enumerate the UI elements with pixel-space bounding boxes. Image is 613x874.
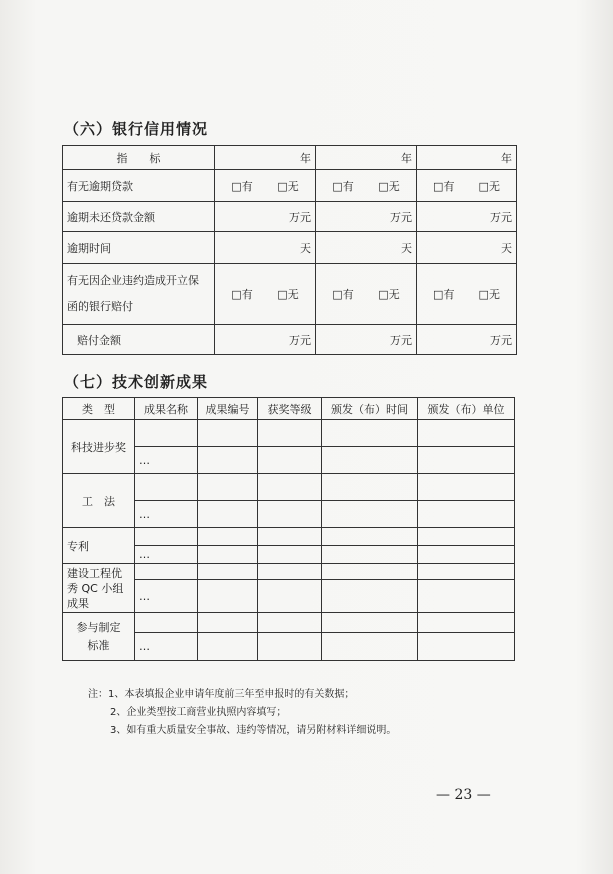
table-cell[interactable] (198, 528, 258, 546)
table-cell[interactable] (258, 447, 322, 474)
table-cell[interactable] (198, 613, 258, 633)
table-cell[interactable] (258, 501, 322, 528)
year-header-1: 年 (215, 146, 316, 170)
category-science-award: 科技进步奖 (63, 420, 135, 474)
table-cell[interactable] (418, 528, 515, 546)
table-cell[interactable] (198, 546, 258, 564)
table-cell[interactable] (418, 447, 515, 474)
table-cell[interactable] (322, 474, 418, 501)
table-cell[interactable] (418, 564, 515, 580)
ellipsis: … (135, 447, 198, 474)
col-issue-time: 颁发（布）时间 (322, 398, 418, 420)
unit-wanyuan: 万元 (417, 325, 517, 355)
yes-checkbox[interactable]: □有 (332, 179, 354, 193)
ellipsis: … (135, 633, 198, 661)
unit-days: 天 (316, 232, 417, 264)
yes-checkbox[interactable]: □有 (433, 179, 455, 193)
unit-wanyuan: 万元 (215, 325, 316, 355)
yes-checkbox[interactable]: □有 (332, 288, 354, 301)
overdue-loan-cell-3 (417, 170, 517, 202)
col-issue-unit: 颁发（布）单位 (418, 398, 515, 420)
table-cell[interactable] (418, 546, 515, 564)
table-cell[interactable] (418, 613, 515, 633)
guarantee-label-line-1: 有无因企业违约造成开立保 (67, 274, 199, 287)
ellipsis: … (135, 501, 198, 528)
table-cell[interactable] (198, 633, 258, 661)
tech-innovation-table (62, 397, 515, 661)
table-cell[interactable] (258, 474, 322, 501)
table-cell[interactable] (198, 474, 258, 501)
table-cell[interactable] (322, 528, 418, 546)
note-2: 2、企业类型按工商营业执照内容填写； (110, 707, 287, 718)
unit-days: 天 (417, 232, 517, 264)
guarantee-cell-3 (417, 264, 517, 325)
yes-checkbox[interactable]: □有 (231, 179, 253, 193)
guarantee-cell-2 (316, 264, 417, 325)
col-type: 类 型 (63, 398, 135, 420)
table-cell[interactable] (135, 613, 198, 633)
no-checkbox[interactable]: □无 (478, 288, 500, 301)
table-cell[interactable] (198, 564, 258, 580)
table-cell[interactable] (135, 564, 198, 580)
table-cell[interactable] (198, 447, 258, 474)
table-cell[interactable] (258, 633, 322, 661)
table-cell[interactable] (418, 633, 515, 661)
table-cell[interactable] (322, 420, 418, 447)
qc-line-3: 成果 (67, 596, 89, 610)
table-cell[interactable] (198, 420, 258, 447)
table-cell[interactable] (322, 501, 418, 528)
bank-credit-heading: （六）银行信用情况 (64, 120, 209, 138)
no-checkbox[interactable]: □无 (378, 179, 400, 193)
unit-wanyuan: 万元 (417, 202, 517, 232)
note-1: 注：1、本表填报企业申请年度前三年至申报时的有关数据； (88, 689, 355, 700)
col-award-level: 获奖等级 (258, 398, 322, 420)
table-cell[interactable] (198, 501, 258, 528)
qc-line-2: 秀 QC 小组 (67, 581, 124, 595)
note-3: 3、如有重大质量安全事故、违约等情况，请另附材料详细说明。 (110, 725, 397, 736)
bank-credit-table (62, 145, 517, 355)
yes-checkbox[interactable]: □有 (433, 288, 455, 301)
qc-line-1: 建设工程优 (67, 566, 122, 580)
table-cell[interactable] (198, 580, 258, 613)
unit-days: 天 (215, 232, 316, 264)
table-cell[interactable] (322, 447, 418, 474)
table-cell[interactable] (258, 420, 322, 447)
indicator-header: 指 标 (63, 146, 215, 170)
footnotes (88, 686, 396, 740)
unit-wanyuan: 万元 (316, 325, 417, 355)
year-header-3: 年 (417, 146, 517, 170)
compensation-label: 赔付金额 (63, 325, 215, 355)
category-patent: 专利 (63, 528, 135, 564)
unpaid-amount-label: 逾期未还贷款金额 (63, 202, 215, 232)
col-result-name: 成果名称 (135, 398, 198, 420)
table-cell[interactable] (258, 613, 322, 633)
standard-line-1: 参与制定 (76, 620, 121, 634)
table-cell[interactable] (135, 474, 198, 501)
table-cell[interactable] (258, 564, 322, 580)
overdue-loan-label: 有无逾期贷款 (63, 170, 215, 202)
standard-line-2: 标准 (87, 638, 110, 652)
table-cell[interactable] (322, 633, 418, 661)
table-cell[interactable] (135, 420, 198, 447)
guarantee-label-line-2: 函的银行赔付 (67, 300, 133, 313)
unit-wanyuan: 万元 (316, 202, 417, 232)
table-cell[interactable] (322, 613, 418, 633)
table-cell[interactable] (322, 546, 418, 564)
year-header-2: 年 (316, 146, 417, 170)
category-standard (63, 613, 135, 661)
table-cell[interactable] (418, 501, 515, 528)
category-qc-group (63, 564, 135, 613)
table-cell[interactable] (135, 528, 198, 546)
table-cell[interactable] (418, 580, 515, 613)
overdue-loan-cell-2 (316, 170, 417, 202)
no-checkbox[interactable]: □无 (277, 288, 299, 301)
guarantee-cell-1 (215, 264, 316, 325)
overdue-loan-cell-1 (215, 170, 316, 202)
page-number: — 23 — (436, 787, 491, 803)
table-cell[interactable] (322, 580, 418, 613)
tech-innovation-heading: （七）技术创新成果 (64, 373, 209, 391)
category-construction-method: 工 法 (63, 474, 135, 528)
no-checkbox[interactable]: □无 (277, 179, 299, 193)
guarantee-label (63, 264, 215, 325)
no-checkbox[interactable]: □无 (478, 179, 500, 193)
col-result-number: 成果编号 (198, 398, 258, 420)
unit-wanyuan: 万元 (215, 202, 316, 232)
table-cell[interactable] (258, 580, 322, 613)
table-cell[interactable] (418, 474, 515, 501)
ellipsis: … (135, 546, 198, 564)
table-cell[interactable] (322, 564, 418, 580)
table-cell[interactable] (418, 420, 515, 447)
yes-checkbox[interactable]: □有 (231, 288, 253, 301)
no-checkbox[interactable]: □无 (378, 288, 400, 301)
table-cell[interactable] (258, 528, 322, 546)
table-cell[interactable] (258, 546, 322, 564)
ellipsis: … (135, 580, 198, 613)
overdue-time-label: 逾期时间 (63, 232, 215, 264)
